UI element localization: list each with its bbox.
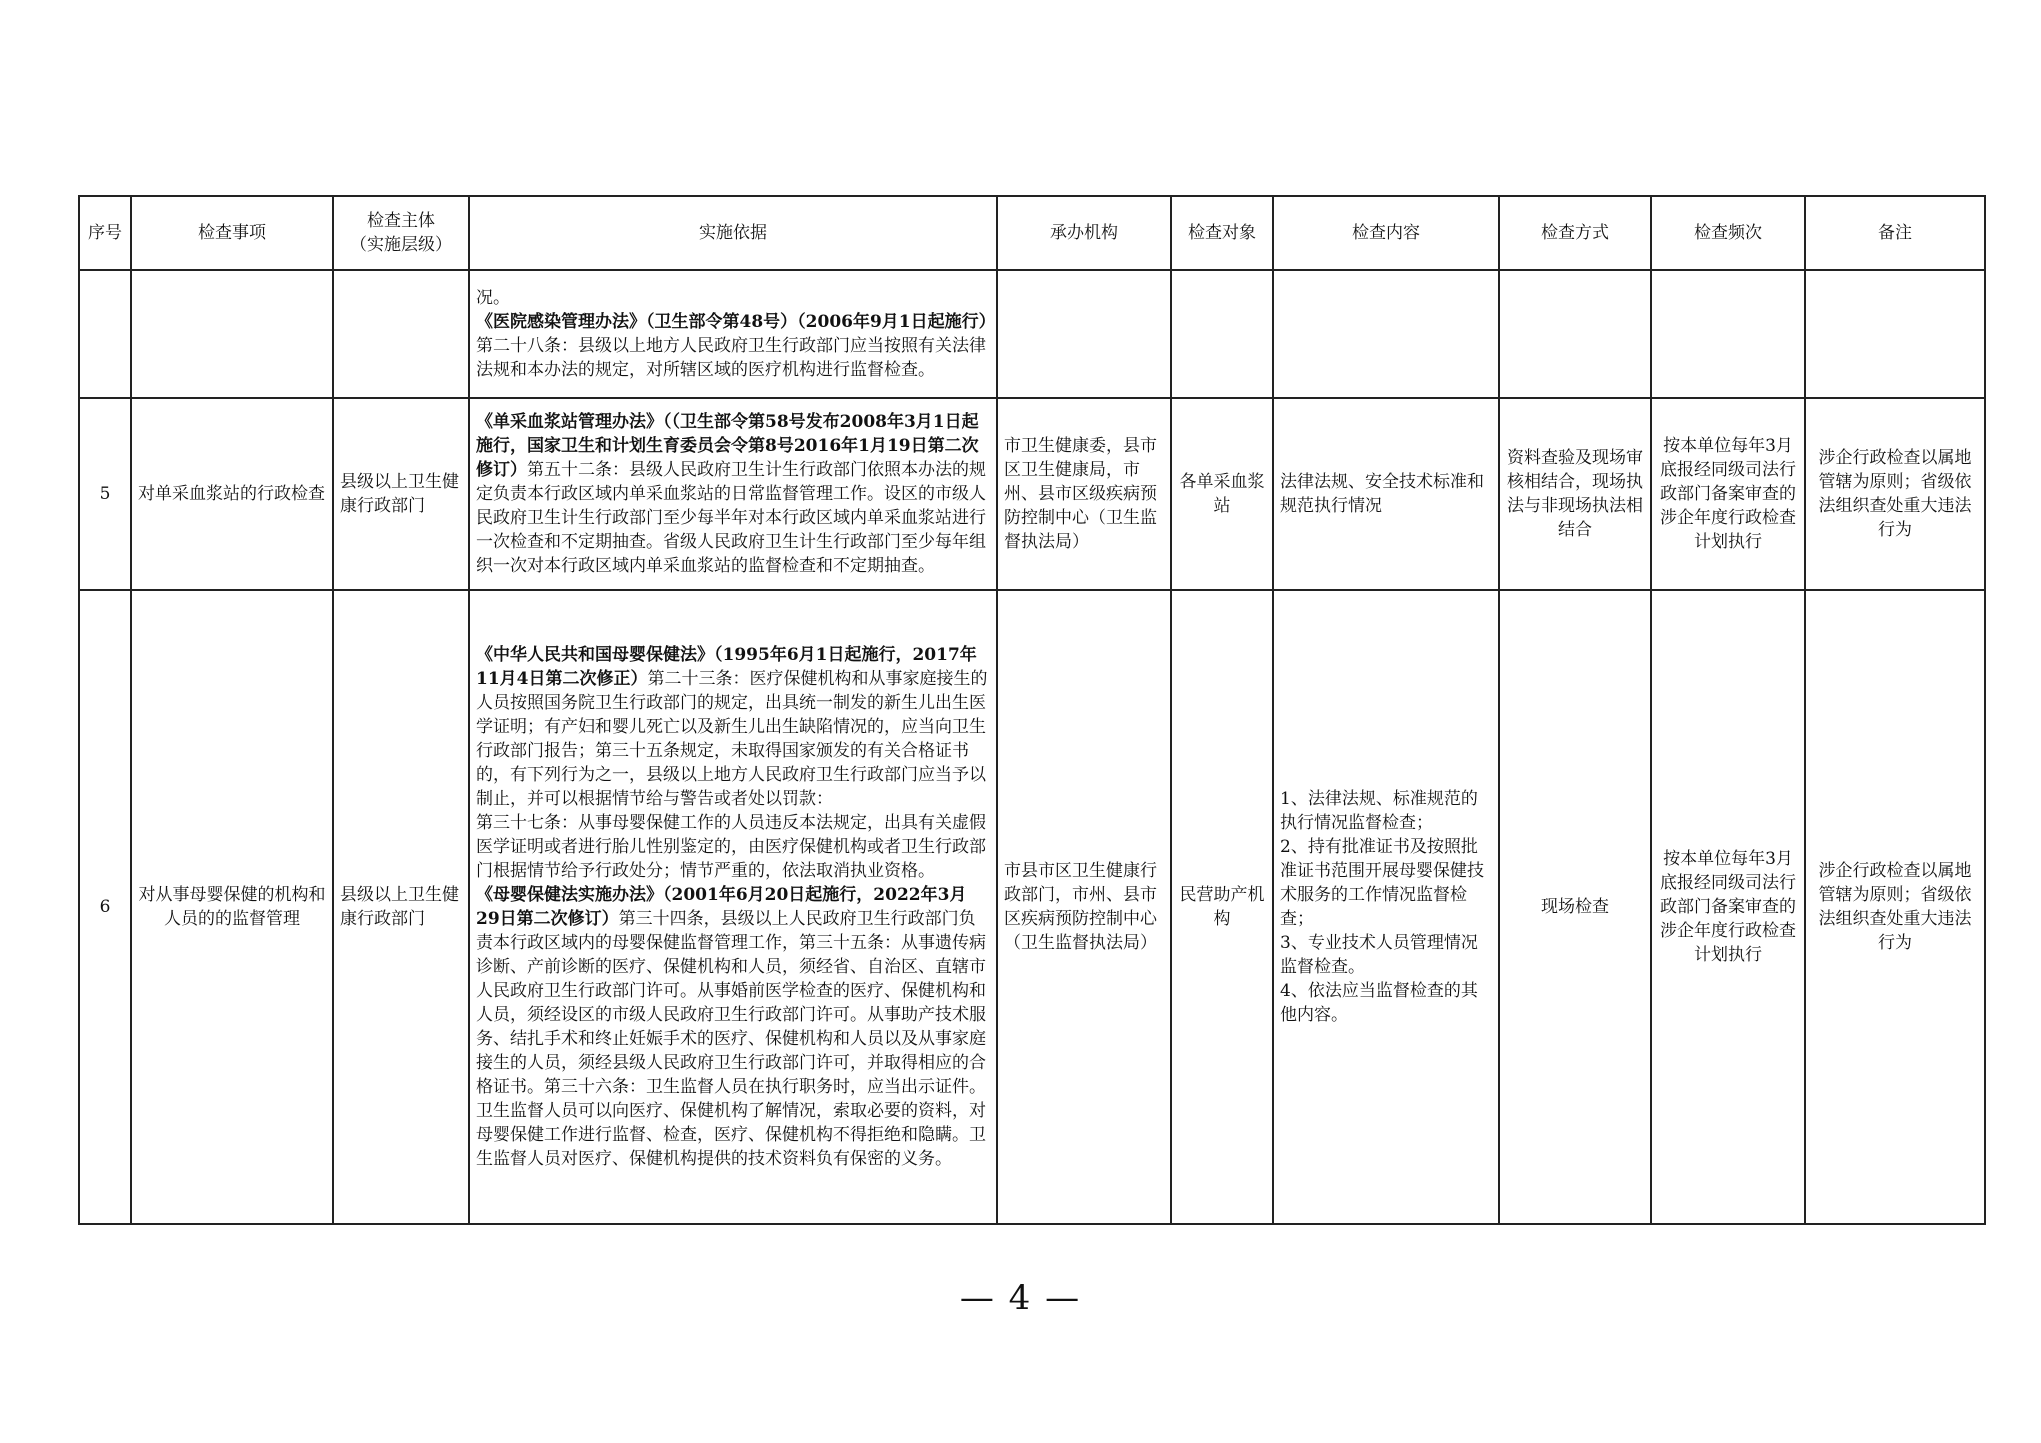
cell-item: 对从事母婴保健的机构和人员的的监督管理 bbox=[131, 590, 333, 1224]
basis-law-title: 《单采血浆站管理办法》（（卫生部令第58号发布2008年3月1日起施行，国家卫生和计划生育委员会令第8号2016年1月19日第二次修订） bbox=[476, 412, 979, 480]
cell-subject: 县级以上卫生健康行政部门 bbox=[333, 398, 469, 590]
table-row-continued bbox=[79, 270, 1985, 398]
table-header-row bbox=[79, 196, 1985, 270]
basis-law-text: 第二十三条：医疗保健机构和从事家庭接生的人员按照国务院卫生行政部门的规定，出具统一制发的新生儿出生医学证明；有产妇和婴儿死亡以及新生儿出生缺陷情况的，应当向卫生行政部门报告；第三十五条规定，未取得国家颁发的有关合格证书的，有下列行为之一，县级以上地方人民政府卫生行政部门应当予以制止，并可以根据情节给与警告或者处以罚款： bbox=[476, 669, 988, 809]
header-basis: 实施依据 bbox=[469, 196, 997, 270]
header-subject-line1: 检查主体 bbox=[367, 211, 435, 231]
header-target: 检查对象 bbox=[1171, 196, 1273, 270]
page-number: — 4 — bbox=[959, 1278, 1082, 1318]
table-row-5 bbox=[79, 398, 1985, 590]
content-item: 4、依法应当监督检查的其他内容。 bbox=[1280, 981, 1478, 1025]
basis-law-text: 第二十八条：县级以上地方人民政府卫生行政部门应当按照有关法律法规和本办法的规定，对所辖区域的医疗机构进行监督检查。 bbox=[476, 336, 986, 380]
basis-law-title: 《中华人民共和国母婴保健法》（1995年6月1日起施行，2017年11月4日第二次修正） bbox=[476, 645, 977, 689]
cell-subject: 县级以上卫生健康行政部门 bbox=[333, 590, 469, 1224]
cell-seq: 5 bbox=[79, 398, 131, 590]
basis-law-title: 《医院感染管理办法》（卫生部令第48号）（2006年9月1日起施行） bbox=[476, 312, 996, 332]
cell-note: 涉企行政检查以属地管辖为原则；省级依法组织查处重大违法行为 bbox=[1805, 398, 1985, 590]
content-item: 2、持有批准证书及按照批准证书范围开展母婴保健技术服务的工作情况监督检查； bbox=[1280, 837, 1484, 929]
cell-subject bbox=[333, 270, 469, 398]
header-method: 检查方式 bbox=[1499, 196, 1651, 270]
cell-agency bbox=[997, 270, 1171, 398]
basis-law-title: 《母婴保健法实施办法》（2001年6月20日起施行，2022年3月29日第二次修订） bbox=[476, 885, 967, 929]
basis-text bbox=[476, 410, 990, 578]
header-subject bbox=[333, 196, 469, 270]
header-note: 备注 bbox=[1805, 196, 1985, 270]
header-item: 检查事项 bbox=[131, 196, 333, 270]
content-item: 1、法律法规、标准规范的执行情况监督检查； bbox=[1280, 789, 1478, 833]
header-agency: 承办机构 bbox=[997, 196, 1171, 270]
basis-text: 第三十七条：从事母婴保健工作的人员违反本法规定，出具有关虚假医学证明或者进行胎儿性别鉴定的，由医疗保健机构或者卫生行政部门根据情节给予行政处分；情节严重的，依法取消执业资格。 bbox=[476, 813, 986, 881]
header-content: 检查内容 bbox=[1273, 196, 1499, 270]
cell-basis bbox=[469, 590, 997, 1224]
content-item: 3、专业技术人员管理情况监督检查。 bbox=[1280, 933, 1478, 977]
basis-law-text: 第五十二条：县级人民政府卫生计生行政部门依照本办法的规定负责本行政区域内单采血浆站的日常监督管理工作。设区的市级人民政府卫生计生行政部门至少每半年对本行政区域内单采血浆站进行一次检查和不定期抽查。省级人民政府卫生计生行政部门至少每年组织一次对本行政区域内单采血浆站的监督检查和不定期抽查。 bbox=[476, 460, 986, 576]
table-row-6 bbox=[79, 590, 1985, 1224]
basis-text bbox=[476, 643, 990, 811]
cell-content: 法律法规、安全技术标准和规范执行情况 bbox=[1273, 398, 1499, 590]
cell-agency: 市卫生健康委，县市区卫生健康局，市州、县市区级疾病预防控制中心（卫生监督执法局） bbox=[997, 398, 1171, 590]
inspection-table bbox=[78, 195, 1986, 1225]
cell-basis bbox=[469, 398, 997, 590]
cell-content bbox=[1273, 270, 1499, 398]
basis-text bbox=[476, 883, 990, 1171]
cell-target: 各单采血浆站 bbox=[1171, 398, 1273, 590]
header-frequency: 检查频次 bbox=[1651, 196, 1805, 270]
header-seq: 序号 bbox=[79, 196, 131, 270]
cell-content bbox=[1273, 590, 1499, 1224]
cell-basis bbox=[469, 270, 997, 398]
cell-agency: 市县市区卫生健康行政部门，市州、县市区疾病预防控制中心（卫生监督执法局） bbox=[997, 590, 1171, 1224]
cell-method: 现场检查 bbox=[1499, 590, 1651, 1224]
cell-note bbox=[1805, 270, 1985, 398]
cell-seq bbox=[79, 270, 131, 398]
cell-item: 对单采血浆站的行政检查 bbox=[131, 398, 333, 590]
basis-text: 况。 bbox=[476, 288, 510, 308]
cell-frequency: 按本单位每年3月底报经同级司法行政部门备案审查的涉企年度行政检查计划执行 bbox=[1651, 590, 1805, 1224]
cell-frequency: 按本单位每年3月底报经同级司法行政部门备案审查的涉企年度行政检查计划执行 bbox=[1651, 398, 1805, 590]
basis-law-text: 第三十四条，县级以上人民政府卫生行政部门负责本行政区域内的母婴保健监督管理工作，第三十五条：从事遗传病诊断、产前诊断的医疗、保健机构和人员，须经省、自治区、直辖市人民政府卫生行政部门许可。从事婚前医学检查的医疗、保健机构和人员，须经设区的市级人民政府卫生行政部门许可。从事助产技术服务、结扎手术和终止妊娠手术的医疗、保健机构和人员以及从事家庭接生的人员，须经县级人民政府卫生行政部门许可，并取得相应的合格证书。第三十六条：卫生监督人员在执行职务时，应当出示证件。卫生监督人员可以向医疗、保健机构了解情况，索取必要的资料，对母婴保健工作进行监督、检查，医疗、保健机构不得拒绝和隐瞒。卫生监督人员对医疗、保健机构提供的技术资料负有保密的义务。 bbox=[476, 909, 986, 1169]
cell-method: 资料查验及现场审核相结合，现场执法与非现场执法相结合 bbox=[1499, 398, 1651, 590]
basis-text bbox=[476, 310, 996, 382]
cell-item bbox=[131, 270, 333, 398]
cell-target bbox=[1171, 270, 1273, 398]
cell-frequency bbox=[1651, 270, 1805, 398]
cell-seq: 6 bbox=[79, 590, 131, 1224]
cell-note: 涉企行政检查以属地管辖为原则；省级依法组织查处重大违法行为 bbox=[1805, 590, 1985, 1224]
cell-method bbox=[1499, 270, 1651, 398]
cell-target: 民营助产机构 bbox=[1171, 590, 1273, 1224]
header-subject-line2: （实施层级） bbox=[350, 235, 452, 255]
